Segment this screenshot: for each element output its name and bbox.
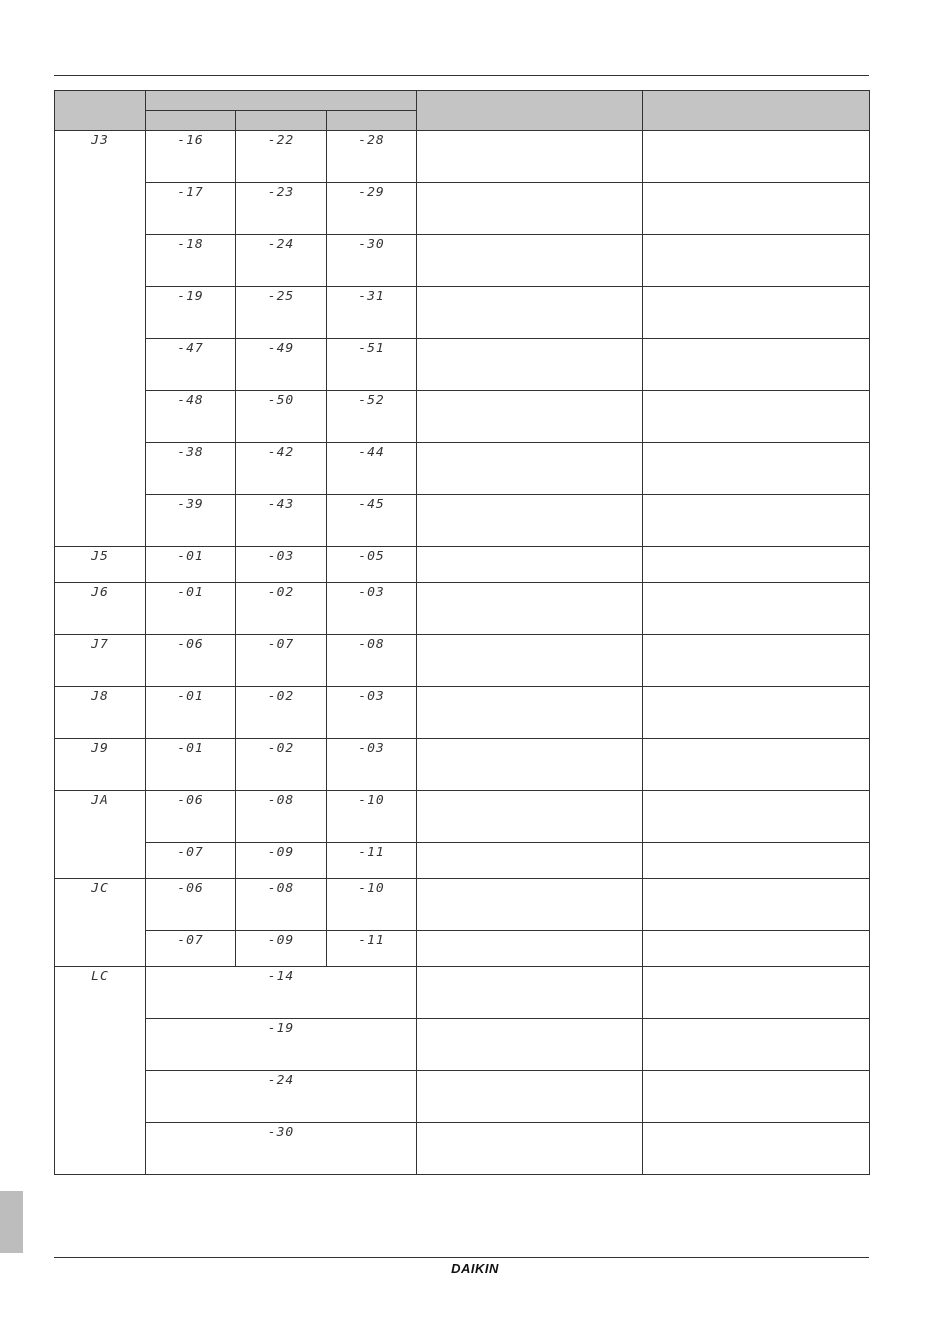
sub-code-cell bbox=[146, 131, 236, 183]
sub-code-cell bbox=[146, 791, 236, 843]
table-row bbox=[55, 1123, 870, 1175]
solution-cell bbox=[643, 287, 870, 339]
sub-code-cell bbox=[236, 739, 327, 791]
sub-code: -08 bbox=[267, 793, 295, 808]
sub-code-cell bbox=[327, 687, 417, 739]
solution-cell bbox=[643, 1123, 870, 1175]
solution-cell bbox=[643, 879, 870, 931]
error-code-table bbox=[54, 90, 870, 1175]
main-code: J7 bbox=[91, 637, 109, 652]
solution-cell bbox=[643, 931, 870, 967]
sub-code: -50 bbox=[267, 393, 295, 408]
main-code: LC bbox=[91, 969, 109, 984]
sub-code: -11 bbox=[358, 933, 385, 948]
sub-code: -45 bbox=[358, 497, 385, 512]
sub-code: -31 bbox=[358, 289, 385, 304]
table-row bbox=[55, 879, 870, 931]
sub-code-cell bbox=[327, 547, 417, 583]
sub-code-cell bbox=[236, 843, 327, 879]
sub-code-cell bbox=[327, 131, 417, 183]
sub-code-cell bbox=[327, 183, 417, 235]
sub-code-cell bbox=[146, 843, 236, 879]
sub-code: -10 bbox=[358, 881, 385, 896]
table-body bbox=[55, 131, 870, 1175]
main-code-cell bbox=[55, 879, 146, 967]
main-code: JC bbox=[91, 881, 109, 896]
description-cell bbox=[417, 131, 643, 183]
sub-code-cell bbox=[236, 583, 327, 635]
table-row bbox=[55, 287, 870, 339]
description-cell bbox=[417, 931, 643, 967]
sub-code-cell bbox=[146, 1123, 417, 1175]
sub-code: -02 bbox=[267, 689, 295, 704]
sub-code-cell bbox=[327, 931, 417, 967]
main-code: JA bbox=[91, 793, 109, 808]
main-code-cell bbox=[55, 131, 146, 547]
main-code-cell bbox=[55, 967, 146, 1175]
description-cell bbox=[417, 687, 643, 739]
description-cell bbox=[417, 547, 643, 583]
sub-code: -05 bbox=[358, 549, 385, 564]
sub-code-cell bbox=[327, 635, 417, 687]
main-code: J8 bbox=[91, 689, 109, 704]
sub-code: -01 bbox=[177, 689, 204, 704]
sub-code-cell bbox=[236, 635, 327, 687]
sub-code-cell bbox=[146, 391, 236, 443]
sub-code-cell bbox=[236, 287, 327, 339]
description-cell bbox=[417, 1123, 643, 1175]
sub-code-cell bbox=[327, 739, 417, 791]
solution-cell bbox=[643, 687, 870, 739]
sub-code-cell bbox=[146, 687, 236, 739]
solution-cell bbox=[643, 391, 870, 443]
side-tab bbox=[0, 1191, 23, 1253]
main-code-cell bbox=[55, 687, 146, 739]
sub-code-cell bbox=[146, 739, 236, 791]
table-row bbox=[55, 791, 870, 843]
sub-code: -24 bbox=[267, 1073, 295, 1088]
sub-code-cell bbox=[146, 583, 236, 635]
solution-cell bbox=[643, 547, 870, 583]
table-row bbox=[55, 687, 870, 739]
table-row bbox=[55, 443, 870, 495]
table-header bbox=[55, 91, 870, 131]
main-code-header bbox=[55, 91, 146, 131]
table-row bbox=[55, 391, 870, 443]
sub-code: -43 bbox=[267, 497, 295, 512]
sub-code: -42 bbox=[267, 445, 295, 460]
sub-code: -19 bbox=[267, 1021, 295, 1036]
sub-code: -10 bbox=[358, 793, 385, 808]
sub-code-cell bbox=[236, 391, 327, 443]
description-cell bbox=[417, 879, 643, 931]
sub-code: -24 bbox=[267, 237, 295, 252]
main-code: J3 bbox=[91, 133, 109, 148]
sub-code: -19 bbox=[177, 289, 204, 304]
sub-code: -25 bbox=[267, 289, 295, 304]
sub-code: -30 bbox=[267, 1125, 295, 1140]
sub-code: -44 bbox=[358, 445, 385, 460]
sub-code-cell bbox=[327, 583, 417, 635]
sub-code-cell bbox=[146, 183, 236, 235]
sub-code: -23 bbox=[267, 185, 295, 200]
sub-code: -51 bbox=[358, 341, 385, 356]
sub-code: -01 bbox=[177, 741, 204, 756]
sub-code: -30 bbox=[358, 237, 385, 252]
sub-code-cell bbox=[327, 879, 417, 931]
sub-code: -09 bbox=[267, 845, 295, 860]
sub-code-cell bbox=[327, 843, 417, 879]
brand-name: DAIKIN bbox=[451, 1261, 499, 1276]
solution-cell bbox=[643, 843, 870, 879]
description-cell bbox=[417, 739, 643, 791]
sub-code-cell bbox=[327, 791, 417, 843]
sub-code-cell bbox=[236, 235, 327, 287]
sub-code-cell bbox=[146, 635, 236, 687]
solution-cell bbox=[643, 443, 870, 495]
description-cell bbox=[417, 391, 643, 443]
sub-code: -06 bbox=[177, 793, 204, 808]
sub-code-cell bbox=[146, 1071, 417, 1123]
sub-code: -06 bbox=[177, 881, 204, 896]
table-row bbox=[55, 931, 870, 967]
table-row bbox=[55, 495, 870, 547]
sub-code-cell bbox=[236, 443, 327, 495]
sub-code: -11 bbox=[358, 845, 385, 860]
sub-code-cell bbox=[146, 931, 236, 967]
sub-code: -28 bbox=[358, 133, 385, 148]
sub-code: -07 bbox=[177, 933, 204, 948]
sub-code: -22 bbox=[267, 133, 295, 148]
sub-code: -09 bbox=[267, 933, 295, 948]
description-cell bbox=[417, 843, 643, 879]
sub-code-cell bbox=[327, 391, 417, 443]
header-rule bbox=[54, 75, 869, 76]
table-row bbox=[55, 583, 870, 635]
sub-code-cell bbox=[236, 879, 327, 931]
sub-code-cell bbox=[146, 443, 236, 495]
sub-code-cell bbox=[327, 339, 417, 391]
main-code-cell bbox=[55, 635, 146, 687]
description-header bbox=[417, 91, 643, 131]
description-cell bbox=[417, 339, 643, 391]
solution-cell bbox=[643, 339, 870, 391]
solution-cell bbox=[643, 183, 870, 235]
sub-code: -07 bbox=[177, 845, 204, 860]
solution-cell bbox=[643, 1071, 870, 1123]
sub-code-cell bbox=[327, 443, 417, 495]
sub-code-cell bbox=[146, 1019, 417, 1071]
sub-code: -49 bbox=[267, 341, 295, 356]
main-code-cell bbox=[55, 547, 146, 583]
sub-code-cell bbox=[146, 495, 236, 547]
description-cell bbox=[417, 583, 643, 635]
main-code: J9 bbox=[91, 741, 109, 756]
sub-code: -01 bbox=[177, 549, 204, 564]
sub-code: -03 bbox=[267, 549, 295, 564]
description-cell bbox=[417, 235, 643, 287]
description-cell bbox=[417, 287, 643, 339]
solution-cell bbox=[643, 739, 870, 791]
table-row bbox=[55, 843, 870, 879]
sub-code-cell bbox=[236, 495, 327, 547]
sub-code-cell bbox=[236, 183, 327, 235]
sub-code-cell bbox=[236, 931, 327, 967]
main-code-cell bbox=[55, 739, 146, 791]
sub-code-cell bbox=[146, 967, 417, 1019]
sub-code: -02 bbox=[267, 741, 295, 756]
description-cell bbox=[417, 791, 643, 843]
sub-code: -16 bbox=[177, 133, 204, 148]
table-row bbox=[55, 547, 870, 583]
solution-cell bbox=[643, 967, 870, 1019]
main-code-cell bbox=[55, 583, 146, 635]
sub-code-cell bbox=[146, 547, 236, 583]
table-row bbox=[55, 339, 870, 391]
sub-code: -01 bbox=[177, 585, 204, 600]
sub-code: -08 bbox=[358, 637, 385, 652]
sub-code-column-3-header bbox=[327, 111, 417, 131]
sub-code: -08 bbox=[267, 881, 295, 896]
sub-code: -47 bbox=[177, 341, 204, 356]
table-row bbox=[55, 1019, 870, 1071]
sub-code: -03 bbox=[358, 741, 385, 756]
solution-cell bbox=[643, 583, 870, 635]
table-row bbox=[55, 1071, 870, 1123]
sub-code-cell bbox=[236, 131, 327, 183]
solution-cell bbox=[643, 635, 870, 687]
sub-code-cell bbox=[236, 339, 327, 391]
sub-code-column-2-header bbox=[236, 111, 327, 131]
sub-code-cell bbox=[146, 287, 236, 339]
table-row bbox=[55, 235, 870, 287]
sub-code: -03 bbox=[358, 689, 385, 704]
sub-code-column-1-header bbox=[146, 111, 236, 131]
sub-code-cell bbox=[236, 791, 327, 843]
sub-code-cell bbox=[327, 495, 417, 547]
sub-code: -18 bbox=[177, 237, 204, 252]
main-code: J6 bbox=[91, 585, 109, 600]
description-cell bbox=[417, 443, 643, 495]
main-code-cell bbox=[55, 791, 146, 879]
sub-code-cell bbox=[236, 687, 327, 739]
sub-code-cell bbox=[146, 339, 236, 391]
sub-code: -29 bbox=[358, 185, 385, 200]
sub-code-cell bbox=[327, 287, 417, 339]
sub-code: -39 bbox=[177, 497, 204, 512]
description-cell bbox=[417, 967, 643, 1019]
table-row bbox=[55, 967, 870, 1019]
description-cell bbox=[417, 183, 643, 235]
main-code: J5 bbox=[91, 549, 109, 564]
sub-code: -14 bbox=[267, 969, 295, 984]
sub-code: -38 bbox=[177, 445, 204, 460]
solution-cell bbox=[643, 791, 870, 843]
sub-code: -17 bbox=[177, 185, 204, 200]
solution-cell bbox=[643, 235, 870, 287]
description-cell bbox=[417, 635, 643, 687]
sub-code: -48 bbox=[177, 393, 204, 408]
sub-code: -52 bbox=[358, 393, 385, 408]
footer-logo bbox=[0, 1258, 950, 1277]
solution-header bbox=[643, 91, 870, 131]
table-row bbox=[55, 635, 870, 687]
table-row bbox=[55, 131, 870, 183]
table-row bbox=[55, 739, 870, 791]
sub-code: -06 bbox=[177, 637, 204, 652]
sub-code: -02 bbox=[267, 585, 295, 600]
solution-cell bbox=[643, 131, 870, 183]
description-cell bbox=[417, 495, 643, 547]
sub-code-cell bbox=[236, 547, 327, 583]
sub-code: -03 bbox=[358, 585, 385, 600]
description-cell bbox=[417, 1019, 643, 1071]
solution-cell bbox=[643, 495, 870, 547]
table-row bbox=[55, 183, 870, 235]
solution-cell bbox=[643, 1019, 870, 1071]
sub-code-cell bbox=[146, 235, 236, 287]
description-cell bbox=[417, 1071, 643, 1123]
sub-code: -07 bbox=[267, 637, 295, 652]
sub-code-cell bbox=[327, 235, 417, 287]
sub-code-cell bbox=[146, 879, 236, 931]
sub-code-header bbox=[146, 91, 417, 111]
